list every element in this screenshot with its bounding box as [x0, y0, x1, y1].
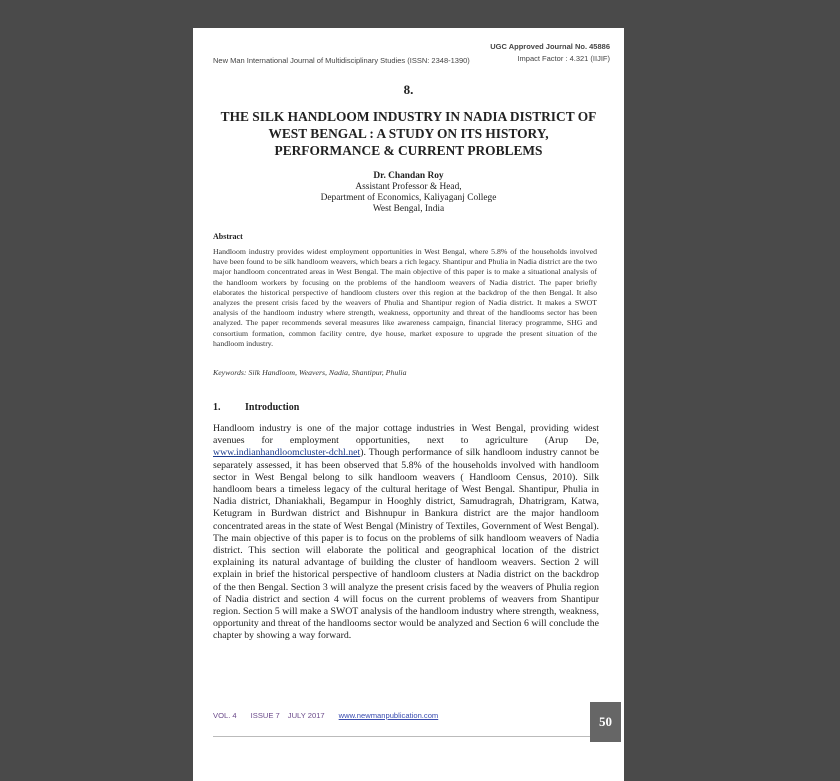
section-number: 1.	[213, 402, 221, 413]
body-text: Handloom industry is one of the major cottage industries in West Bengal, providing widest avenues for employment opportunities, next to agriculture (Arup De,	[213, 423, 599, 447]
keywords: Keywords: Silk Handloom, Weavers, Nadia, Shantipur, Phulia	[213, 368, 407, 377]
abstract-text: Handloom industry provides widest employment opportunities in West Bengal, where 5.8% of the households involved have been found to be silk handloom weavers, which bears a rich legacy. Shantipur and Phulia in Nadia district are the two major handloom concentrated areas in West Bengal. The main objective of this paper is to make a situational analysis of the handloom workers by focusing on the problems of the handloom weavers of Nadia district. The paper briefly elaborates the historical perspective of handloom clusters over this region at the backdrop of the then Bengal. It also analyzes the present crisis faced by the weavers of Phulia and Shantipur region of Nadia district. It makes a SWOT analysis of the handloom industry where strength, weakness, opportunity and threat of the handlooms sector has been analyzed. The paper recommends several measures like awareness campaign, financial literacy programme, SHG and consortium formation, common facility centre, dye house, market exposure to upgrade the present situation of the handloom industry.	[213, 247, 597, 348]
affiliation-line: Department of Economics, Kaliyaganj College	[320, 193, 497, 203]
affiliation-line: Assistant Professor & Head,	[355, 182, 462, 192]
section-body	[213, 423, 599, 643]
title-line: WEST BENGAL : A STUDY ON ITS HISTORY,	[268, 126, 549, 141]
section-heading	[213, 402, 299, 413]
journal-number: UGC Approved Journal No. 45886	[490, 42, 610, 51]
cluster-link[interactable]: www.indianhandloomcluster-dchl.net	[213, 447, 361, 459]
journal-name: New Man International Journal of Multidisciplinary Studies (ISSN: 2348-1390)	[213, 56, 470, 65]
article-title	[213, 108, 604, 159]
title-line: THE SILK HANDLOOM INDUSTRY IN NADIA DISTRICT OF	[220, 109, 597, 124]
section-title: Introduction	[245, 402, 300, 413]
title-line: PERFORMANCE & CURRENT PROBLEMS	[274, 143, 543, 158]
page-number: 50	[590, 702, 621, 742]
affiliation-line: West Bengal, India	[372, 204, 445, 214]
footer-volume: VOL. 4	[213, 711, 237, 720]
footer-issue: ISSUE 7	[250, 711, 280, 720]
document-page	[193, 28, 624, 781]
body-text: ). Though performance of silk handloom industry cannot be separately assessed, it has been observed that 5.8% of the households involved with handloom sector in West Bengal belong to silk handloom weavers ( Handloom Census, 2010). Silk handloom bears a timeless legacy of the cultural heritage of West Bengal. Shantipur, Phulia in Nadia district, Dhaniakhali, Begampur in Hooghly district, Samudragrah, Dhatrigram, Katwa, Ketugram in Burdwan district and Bishnupur in Bankura district are the major handloom concentrated areas in the state of West Bengal (Ministry of Textiles, Government of West Bengal). The main objective of this paper is to focus on the problems of silk handloom weavers of Nadia district. This section will elaborate the political and geographical location of the district explaining its natural advantage of building the cluster of handloom weavers. Section 2 will explain in brief the historical perspective of handloom clusters at Nadia district on the backdrop of the then Bengal. Section 3 will analyze the present crisis faced by the weavers of Phulia region of Nadia district and section 4 will focus on the current problems of weavers from Shantipur region. Section 5 will make a SWOT analysis of the handloom industry where strength, weakness, opportunity and threat of the handlooms sector would be analyzed and Section 6 will conclude the chapter by showing a way forward.	[213, 447, 599, 642]
article-number: 8.	[403, 82, 414, 97]
impact-factor: Impact Factor : 4.321 (IIJIF)	[517, 54, 610, 63]
author-name: Dr. Chandan Roy	[373, 171, 444, 181]
publisher-link[interactable]: www.newmanpublication.com	[338, 711, 439, 720]
footer-date: JULY 2017	[287, 711, 325, 720]
author-block	[193, 171, 624, 215]
footer-divider	[213, 736, 610, 737]
abstract-heading: Abstract	[213, 232, 243, 241]
footer	[213, 711, 438, 720]
